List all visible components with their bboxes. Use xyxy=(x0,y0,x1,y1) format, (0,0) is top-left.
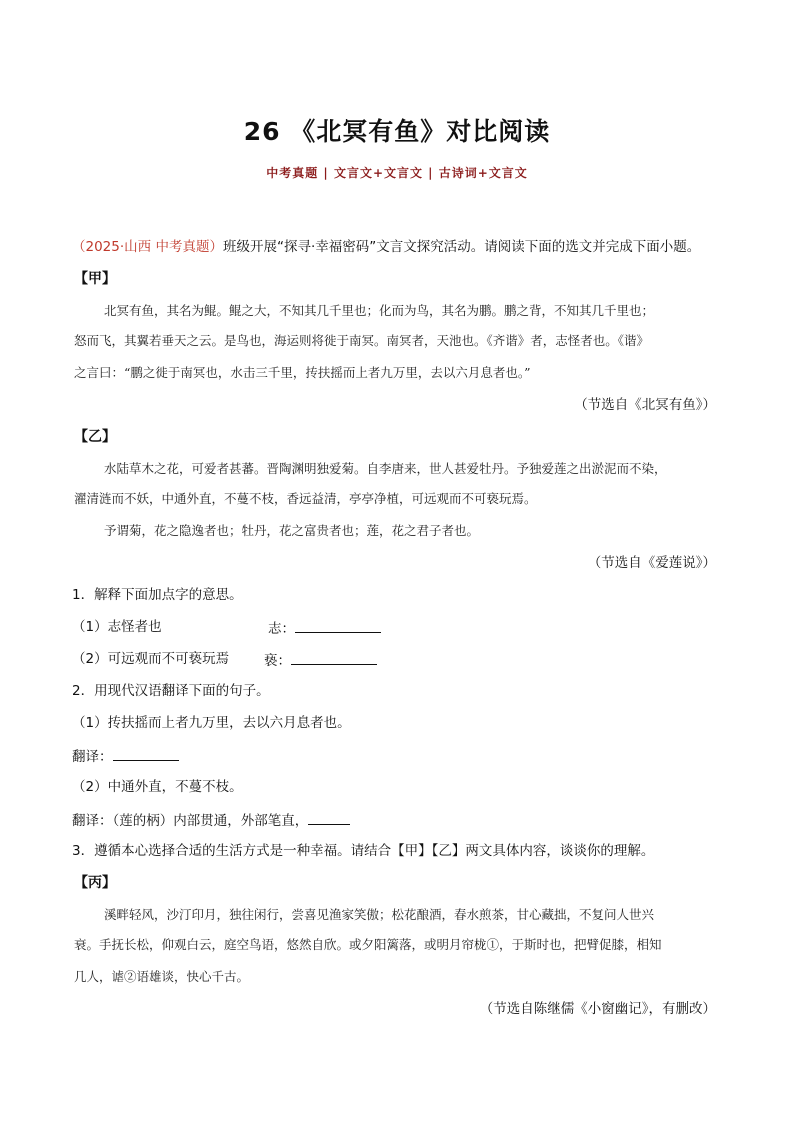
page-title: 26 《北冥有鱼》对比阅读 xyxy=(243,117,551,146)
q2-translate-1-label: 翻译： xyxy=(72,749,113,765)
q2-stem: 2．用现代汉语翻译下面的句子。 xyxy=(72,683,270,699)
q1-item-1-word: 志： xyxy=(268,621,295,637)
jia-line-3: 之言曰：“鹏之徙于南冥也，水击三千里，抟扶摇而上者九万里，去以六月息者也。” xyxy=(74,365,531,380)
q1-stem: 1．解释下面加点字的意思。 xyxy=(72,587,243,603)
jia-line-2: 怒而飞，其翼若垂天之云。是鸟也，海运则将徙于南冥。南冥者，天池也。《齐谐》者，志怪者也。《谐》 xyxy=(74,333,650,348)
yi-line-2: 濯清涟而不妖，中通外直，不蔓不枝，香远益清，亭亭净植，可远观而不可亵玩焉。 xyxy=(74,491,537,506)
bing-line-1: 溪畔轻风，沙汀印月，独往闲行，尝喜见渔家笑傲；松花酿酒，春水煎茶，甘心藏拙，不复问人世兴 xyxy=(104,907,655,922)
q2-translate-1 xyxy=(72,746,179,766)
q2-sentence-1: （1）抟扶摇而上者九万里，去以六月息者也。 xyxy=(72,715,351,731)
q1-item-1-phrase: （1）志怪者也 xyxy=(72,619,162,635)
intro-source: （2025·山西 中考真题） xyxy=(72,239,223,255)
jia-label: 【甲】 xyxy=(74,271,116,287)
q1-item-2-blank[interactable] xyxy=(291,650,377,665)
bing-source: （节选自陈继儒《小窗幽记》，有删改） xyxy=(479,1001,716,1017)
q1-item-2-phrase: （2）可远观而不可亵玩焉 xyxy=(72,651,230,667)
yi-line-1: 水陆草木之花，可爱者甚蕃。晋陶渊明独爱菊。自李唐来，世人甚爱牡丹。予独爱莲之出淤泥而不染， xyxy=(104,461,667,476)
yi-source: （节选自《爱莲说》） xyxy=(587,555,716,571)
intro-line xyxy=(72,238,700,256)
bing-line-3: 几人，谑②语雄谈，快心千古。 xyxy=(74,969,250,984)
q1-item-1-blank[interactable] xyxy=(295,618,381,633)
yi-label: 【乙】 xyxy=(74,429,116,445)
q1-item-1-answer xyxy=(268,618,381,638)
q1-item-1 xyxy=(72,618,162,636)
jia-line-1: 北冥有鱼，其名为鲲。鲲之大，不知其几千里也；化而为鸟，其名为鹏。鹏之背，不知其几千里也； xyxy=(104,303,655,318)
q1-item-2-word: 亵： xyxy=(264,653,291,669)
q2-translate-1-blank[interactable] xyxy=(113,746,179,761)
q2-translate-2-label: 翻译：（莲的柄）内部贯通，外部笔直， xyxy=(72,813,309,829)
q1-item-2 xyxy=(72,650,229,668)
q3-stem: 3．遵循本心选择合适的生活方式是一种幸福。请结合【甲】【乙】两文具体内容，谈谈你的理解。 xyxy=(72,843,655,859)
q1-item-2-answer xyxy=(264,650,377,670)
yi-line-3: 予谓菊，花之隐逸者也；牡丹，花之富贵者也；莲，花之君子者也。 xyxy=(104,523,480,538)
bing-label: 【丙】 xyxy=(74,875,116,891)
jia-source: （节选自《北冥有鱼》） xyxy=(574,397,716,413)
q2-translate-2 xyxy=(72,810,350,830)
intro-text: 班级开展“探寻·幸福密码”文言文探究活动。请阅读下面的选文并完成下面小题。 xyxy=(222,239,701,255)
q2-translate-2-blank[interactable] xyxy=(308,810,350,825)
page-subtitle: 中考真题 | 文言文+文言文 | 古诗词+文言文 xyxy=(266,166,528,180)
q2-sentence-2: （2）中通外直，不蔓不枝。 xyxy=(72,779,243,795)
bing-line-2: 衰。手抚长松，仰观白云，庭空鸟语，悠然自欣。或夕阳篱落，或明月帘栊①，于斯时也，把臂促膝，相知 xyxy=(74,937,662,952)
